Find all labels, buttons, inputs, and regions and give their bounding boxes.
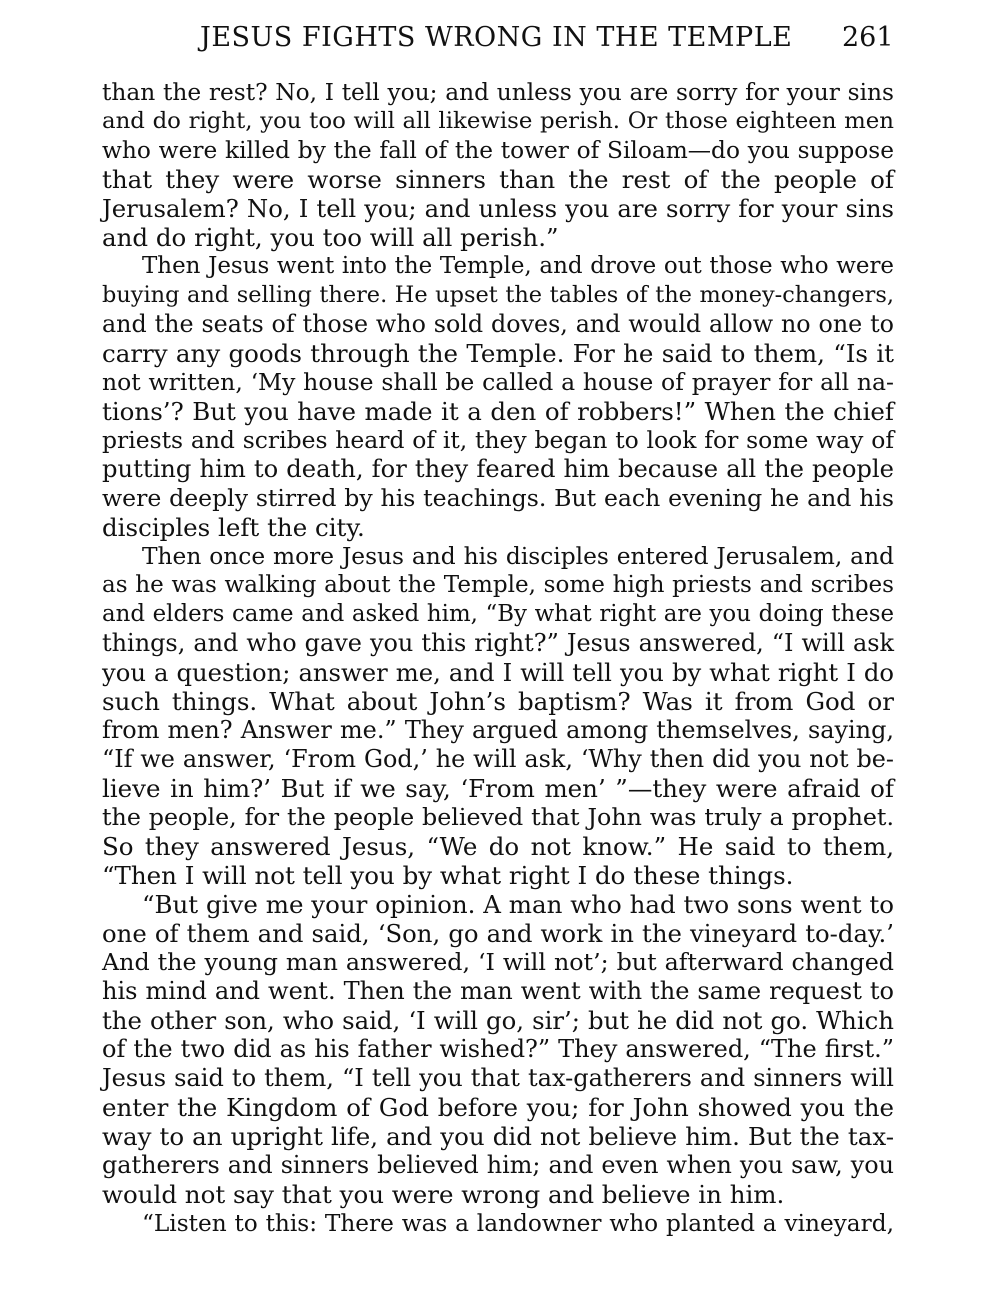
text-line: would not say that you were wrong and believe in him.: [102, 1180, 785, 1209]
text-line: one of them and said, ‘Son, go and work in the vineyard to-day.’: [102, 919, 894, 948]
text-line: his mind and went. Then the man went with the same request to: [102, 977, 894, 1005]
text-line: “If we answer, ‘From God,’ he will ask, ‘Why then did you not be-: [102, 745, 894, 773]
text-line: And the young man answered, ‘I will not’; but afterward changed: [102, 948, 894, 976]
text-line: and the seats of those who sold doves, and would allow no one to: [102, 310, 894, 338]
text-line: were deeply stirred by his teachings. But each evening he and his: [102, 484, 894, 512]
text-line: putting him to death, for they feared him because all the people: [102, 455, 894, 483]
text-line: from men? Answer me.” They argued among themselves, saying,: [102, 716, 894, 744]
text-line: who were killed by the fall of the tower of Siloam—do you suppose: [102, 137, 894, 164]
text-line: and do right, you too will all perish.”: [102, 223, 559, 252]
text-line: priests and scribes heard of it, they began to look for some way of: [102, 426, 894, 454]
text-line: Then once more Jesus and his disciples entered Jerusalem, and: [142, 543, 894, 570]
text-line: disciples left the city.: [102, 513, 365, 542]
text-line: So they answered Jesus, “We do not know.” He said to them,: [102, 832, 894, 861]
page-number: 261: [842, 22, 894, 53]
text-line: Jerusalem? No, I tell you; and unless you are sorry for your sins: [102, 194, 894, 223]
text-line: Then Jesus went into the Temple, and drove out those who were: [142, 253, 894, 279]
text-line: the other son, who said, ‘I will go, sir’; but he did not go. Which: [102, 1006, 894, 1035]
text-line: carry any goods through the Temple. For he said to them, “Is it: [102, 339, 894, 368]
text-line: of the two did as his father wished?” They answered, “The first.”: [102, 1035, 894, 1063]
text-line: and do right, you too will all likewise perish. Or those eighteen men: [102, 108, 894, 134]
body-text: [102, 78, 894, 1238]
text-line: that they were worse sinners than the rest of the people of: [102, 165, 894, 194]
text-line: you a question; answer me, and I will tell you by what right I do: [102, 658, 894, 687]
text-line: lieve in him?’ But if we say, ‘From men’ ”—they were afraid of: [102, 774, 894, 803]
text-line: “Then I will not tell you by what right I do these things.: [102, 861, 794, 890]
text-line: such things. What about John’s baptism? Was it from God or: [102, 687, 894, 716]
text-line: “But give me your opinion. A man who had two sons went to: [142, 890, 894, 919]
text-line: and elders came and asked him, “By what right are you doing these: [102, 601, 894, 627]
text-line: than the rest? No, I tell you; and unless you are sorry for your sins: [102, 79, 894, 106]
text-line: tions’? But you have made it a den of robbers!” When the chief: [102, 397, 894, 426]
text-line: as he was walking about the Temple, some high priests and scribes: [102, 572, 894, 598]
text-line: Jesus said to them, “I tell you that tax-gatherers and sinners will: [102, 1064, 894, 1092]
text-line: gatherers and sinners believed him; and even when you saw, you: [102, 1151, 894, 1179]
text-line: the people, for the people believed that John was truly a prophet.: [102, 803, 894, 831]
text-line: enter the Kingdom of God before you; for John showed you the: [102, 1093, 894, 1122]
text-line: “Listen to this: There was a landowner who planted a vineyard,: [142, 1210, 894, 1237]
running-title: JESUS FIGHTS WRONG IN THE TEMPLE: [200, 22, 793, 53]
text-line: buying and selling there. He upset the tables of the money-changers,: [102, 282, 894, 308]
text-line: not written, ‘My house shall be called a house of prayer for all na-: [102, 368, 894, 396]
text-line: way to an upright life, and you did not believe him. But the tax-: [102, 1122, 894, 1151]
text-line: things, and who gave you this right?” Jesus answered, “I will ask: [102, 629, 894, 657]
